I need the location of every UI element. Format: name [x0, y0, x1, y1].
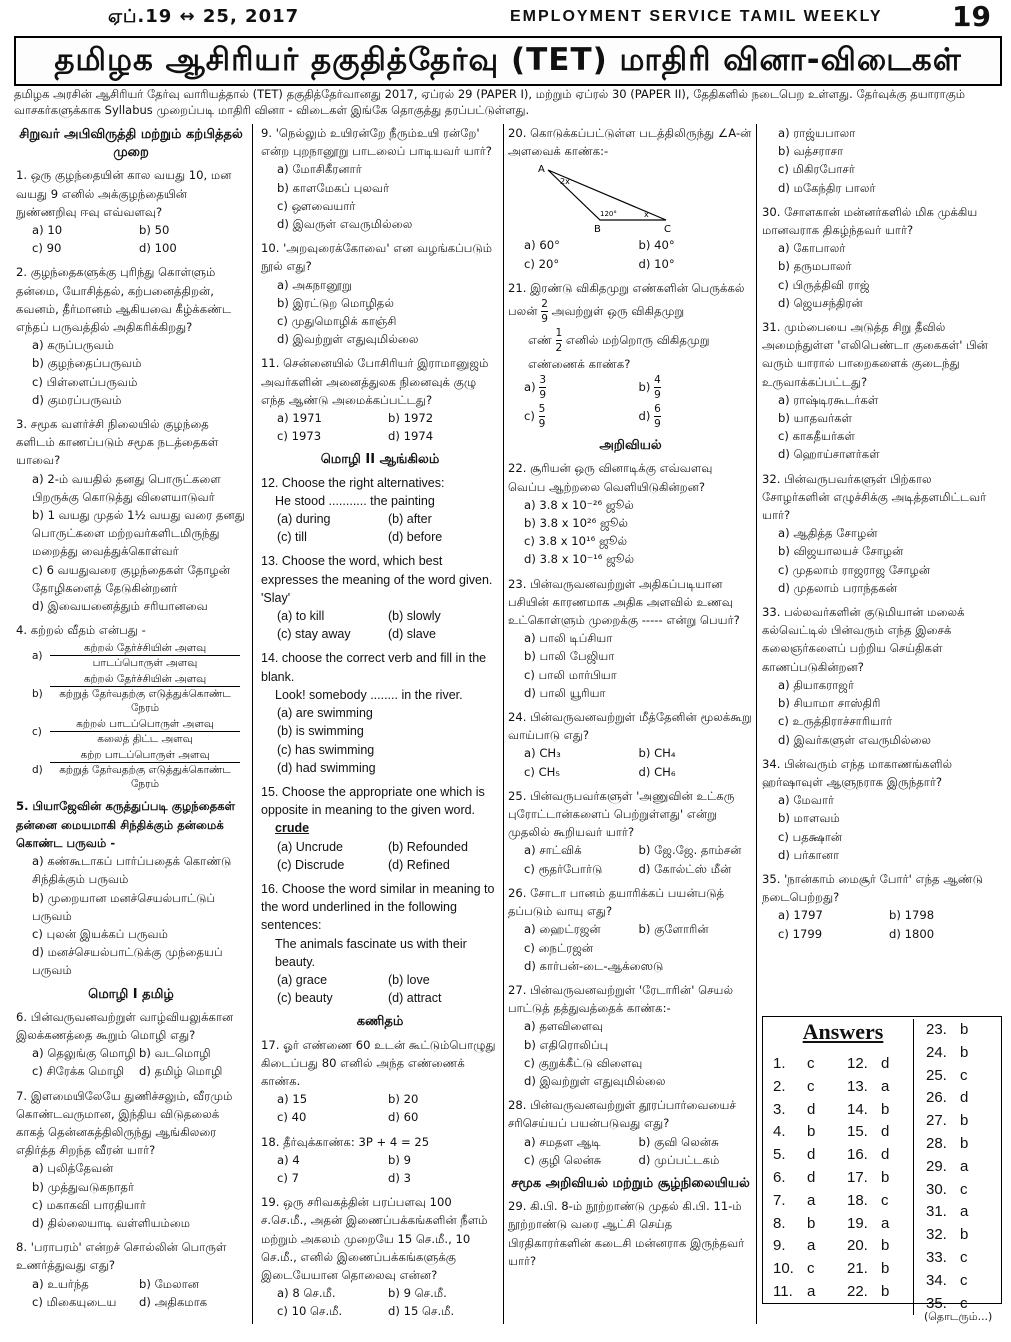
answer-row [926, 1201, 1011, 1224]
answer-row [773, 1099, 921, 1122]
answer-row [773, 1144, 921, 1167]
question-30: 30. சோளகான் மன்னர்களில் மிக முக்கிய மானவராக திகழ்ந்தவர் யார்? a) கோபாலர் b) தருமபாலர் c) பிருத்திவி ராஜ் d) ஜெயசந்திரன் [762, 204, 978, 310]
question-13: 13. Choose the word, which best expresses the meaning of the word given. 'Slay' (a) to kill (b) slowly (c) stay away (d) slave [261, 554, 493, 642]
column-4 [762, 124, 1000, 949]
answer-row [926, 1110, 1011, 1133]
answer-value: b [960, 1226, 969, 1244]
answer-value: d [807, 1168, 816, 1186]
answer-row [926, 1224, 1011, 1247]
answer-value: d [960, 1089, 969, 1107]
answer-row [773, 1076, 921, 1099]
question-20: 20. கொடுக்கப்பட்டுள்ள படத்திலிருந்து ∠A-ன் அளவைக் காண்க:- A B C 2x 120° x a) 60° b) 40° c) 20° d) 10° [508, 126, 752, 271]
answer-number: 24. [926, 1043, 947, 1061]
answer-row [926, 1042, 1011, 1065]
answer-value: b [807, 1123, 816, 1141]
column-2 [261, 124, 499, 1327]
question-12: 12. Choose the right alternatives: He stood ........... the painting (a) during (b) after (c) till (d) before [261, 475, 445, 545]
svg-text:x: x [644, 210, 649, 220]
page-number: 19 [952, 0, 991, 33]
answer-number: 22. [847, 1282, 868, 1300]
question-18: 18. தீர்வுக்காண்க: 3P + 4 = 25 a) 4 b) 9 c) 7 d) 3 [261, 1134, 430, 1185]
continued-note: (தொடரும்...) [924, 1310, 993, 1323]
column-divider [756, 124, 757, 1324]
answer-value: a [807, 1282, 816, 1300]
question-24: 24. பின்வருவனவற்றுள் மீத்தேனின் மூலக்கூறு வாய்பாடு எது? a) CH₃ b) CH₄ c) CH₅ d) CH₆ [508, 710, 752, 779]
answer-value: d [807, 1100, 816, 1118]
answer-value: b [960, 1043, 969, 1061]
answer-row [926, 1156, 1011, 1179]
newspaper-name: EMPLOYMENT SERVICE TAMIL WEEKLY [510, 8, 883, 25]
answer-value: a [807, 1237, 816, 1255]
answer-number: 20. [847, 1237, 868, 1255]
answer-number: 17. [847, 1168, 868, 1186]
answer-value: a [807, 1191, 816, 1209]
question-29: 29. கி.பி. 8-ம் நூற்றாண்டு முதல் கி.பி. 11-ம் நூற்றாண்டு வரை ஆட்சி செய்த பிரதிகாரர்களின் கடைசி மன்னராக இருந்தவர் யார்? [508, 1199, 745, 1268]
page-title: தமிழக ஆசிரியர் தகுதித்தேர்வு (TET) மாதிரி வினா-விடைகள் [14, 36, 1002, 86]
section-heading: அறிவியல் [599, 438, 662, 454]
answer-number: 33. [926, 1248, 947, 1266]
question-33: 33. பல்லவர்களின் குடுமியான் மலைக் கல்வெட்டில் பின்வரும் எந்த இசைக் கலைஞர்களைப் பற்றிய செய்திகள் காணப்படுகின்றன? a) தியாகராஜர் b) சியாமா சாஸ்திரி c) உருத்திராச்சாரியார் d) இவர்களுள் எவருமில்லை [762, 605, 965, 747]
answer-number: 4. [773, 1123, 786, 1141]
question-21: 21. இரண்டு விகிதமுறு எண்களின் பெருக்கல் பலன் $\frac{2}{9}$ அவற்றுள் ஒரு விகிதமுறு எண் $\frac{1}{2}$ எனில் மற்றொரு விகிதமுறு எண்ணைக் காண்க? a) $\frac{3}{9}$ b) $\frac{4}{9}$ c) $\frac{5}{9}$ d) $\frac{6}{9}$ [508, 280, 745, 431]
answer-number: 15. [847, 1123, 868, 1141]
answer-value: b [881, 1282, 890, 1300]
question-5: 5. பியாஜேவின் கருத்துப்படி குழந்தைகள் தன்னை மையமாகி சிந்திக்கும் தன்மைக் கொண்ட பருவம் - a) கண்கூடாகப் பார்ப்பதைக் கொண்டு சிந்திக்கும் பருவம் b) முறையான மனச்செயல்பாட்டுப் பருவம் c) புலன் இயக்கப் பருவம் d) மனச்செயல்பாட்டுக்கு முந்தையப் பருவம் [16, 799, 236, 978]
answer-number: 26. [926, 1089, 947, 1107]
answer-number: 25. [926, 1066, 947, 1084]
answer-number: 30. [926, 1180, 947, 1198]
answer-row [773, 1167, 921, 1190]
answer-number: 19. [847, 1214, 868, 1232]
answer-value: c [881, 1191, 889, 1209]
answer-value: c [960, 1180, 968, 1198]
answer-number: 32. [926, 1226, 947, 1244]
answer-value: c [960, 1271, 968, 1289]
answer-value: b [881, 1237, 890, 1255]
answers-column-3 [913, 1019, 1011, 1315]
svg-text:120°: 120° [600, 210, 617, 219]
answer-value: c [807, 1260, 815, 1278]
question-26: 26. சோடா பானம் தயாரிக்கப் பயன்படுத் தப்படும் வாயு எது? a) ஹைட்ரஜன் b) குளோரின் c) நைட்ரஜன் d) கார்பன்-டை-ஆக்ஸைடு [508, 885, 725, 973]
question-9: 9. 'நெல்லும் உயிரன்றே நீரும்உயி ரன்றே' என்ற புறநானூறு பாடலைப் பாடியவர் யார்? a) மோசிகீரனார் b) காளமேகப் புலவர் c) ஔவையார் d) இவருள் எவருமில்லை [261, 126, 492, 232]
question-3: 3. சமூக வளர்ச்சி நிலையில் குழந்தை களிடம் காணப்படும் சமூக நடத்தைகள் யாவை? a) 2-ம் வயதில் தனது பொருட்களை பிறருக்கு கொடுத்து விளையாடுவர் b) 1 வயது முதல் 1½ வயது வரை தனது பொருட்களை மற்றவர்களிடமிருந்து மறைத்து வைத்துக்கொள்வர் c) 6 வயதுவரை குழந்தைகள் தோழன் தோழிகளைத் தேடுகின்றனர் d) இவையனைத்தும் சரியானவை [16, 417, 245, 614]
answer-value: d [881, 1123, 890, 1141]
question-22: 22. சூரியன் ஒரு வினாடிக்கு எவ்வளவு வெப்ப ஆற்றலை வெளியிடுகின்றன? a) 3.8 x 10⁻²⁶ ஜூல் b) 3.8 x 10²⁶ ஜூல் c) 3.8 x 10¹⁶ ஜூல் d) 3.8 x 10⁻¹⁶ ஜூல் [508, 461, 713, 567]
question-6: 6. பின்வருவனவற்றுள் வாழ்வியலுக்கான இலக்கணத்தை கூறும் மொழி எது? a) தெலுங்கு மொழி b) வடமொழி c) சிரேக்க மொழி d) தமிழ் மொழி [16, 1009, 234, 1079]
answer-row [773, 1281, 921, 1304]
answer-value: b [960, 1112, 969, 1130]
question-19: 19. ஒரு சரிவகத்தின் பரப்பளவு 100 ச.செ.மீ., அதன் இணைப்பக்கங்களின் நீளம் மற்றும் அகலம் முறையே 15 செ.மீ., 10 செ.மீ., எனில் இணைப்பக்கங்களுக்கு இடையேயான தொலைவு என்ன? a) 8 செ.மீ. b) 9 செ.மீ. c) 10 செ.மீ. d) 15 செ.மீ. [261, 1195, 488, 1319]
question-23: 23. பின்வருவனவற்றுள் அதிகப்படியான பசியின் காரணமாக அதிக அளவில் உணவு உட்கொள்ளும் முறைக்கு ----- என்று பெயர்? a) பாலி டிப்சியா b) பாலி பேஜியா c) பாலி மார்பியா d) பாலி யூரியா [508, 576, 740, 700]
section-heading: மொழி II ஆங்கிலம் [320, 452, 440, 468]
question-27: 27. பின்வருவனவற்றுள் 'ரேடாரின்' செயல் பாட்டுத் தத்துவத்தைக் காண்க:- a) தளவிளைவு b) எதிரொலிப்பு c) குறுக்கீட்டு விளைவு d) இவற்றுள் எதுவுமில்லை [508, 982, 734, 1088]
answer-number: 13. [847, 1077, 868, 1095]
question-11: 11. சென்னையில் போசிரியர் இராமானுஜம் அவர்களின் அனைத்துலக நினைவுக் குழு எந்த ஆண்டு அமைக்கப்பட்டது? a) 1971 b) 1972 c) 1973 d) 1974 [261, 356, 489, 444]
answer-row [926, 1087, 1011, 1110]
answer-number: 7. [773, 1191, 786, 1209]
answer-value: d [807, 1146, 816, 1164]
answer-row [773, 1258, 921, 1281]
section-heading: சிறுவர் அபிவிருத்தி மற்றும் கற்பித்தல் முறை [19, 127, 243, 161]
question-15: 15. Choose the appropriate one which is opposite in meaning to the given word. crude (a) Uncrude (b) Refounded (c) Discrude (d) Refined [261, 784, 485, 872]
answer-number: 14. [847, 1100, 868, 1118]
svg-text:C: C [664, 224, 671, 235]
answer-number: 11. [773, 1282, 793, 1300]
answer-number: 28. [926, 1134, 947, 1152]
answer-number: 27. [926, 1112, 947, 1130]
question-2: 2. குழந்தைகளுக்கு புரிந்து கொள்ளும் தன்மை, யோசித்தல், கற்பனைத்திறன், கவனம், தீர்மானம் ஆகியவை கீழ்க்கண்ட எந்தப் பருவத்தில் அதிகரிக்கிறது? a) கருப்பருவம் b) குழந்தைப்பருவம் c) பிள்ளைப்பருவம் d) குமரப்பருவம் [16, 265, 232, 407]
answer-row [773, 1190, 921, 1213]
answer-number: 23. [926, 1021, 947, 1038]
answer-number: 1. [773, 1055, 786, 1072]
column-divider [252, 124, 253, 1324]
answer-value: c [960, 1294, 968, 1312]
question-16: 16. Choose the word similar in meaning to the word underlined in the following sentences: The animals fascinate us with their beauty. (a) grace (b) love (c) beauty (d) attract [261, 881, 495, 1006]
column-1 [16, 124, 246, 1317]
answer-value: b [881, 1100, 890, 1118]
answer-number: 2. [773, 1077, 786, 1095]
answer-value: b [881, 1168, 890, 1186]
answer-value: c [807, 1055, 815, 1072]
answer-number: 31. [926, 1203, 947, 1221]
answer-number: 5. [773, 1146, 786, 1164]
answer-number: 10. [773, 1260, 794, 1278]
answer-value: b [960, 1134, 969, 1152]
question-7: 7. இளமையிலேயே துணிச்சலும், வீரமும் கொண்டவருமான, இந்திய விடுதலைக் காகத் தென்னகத்திலிருந்து ஆங்கிலரை எதிர்த்த சிறந்த வீரன் யார்? a) புலித்தேவன் b) முத்துவடுகநாதர் c) மகாகவி பாரதியார் d) தில்லையாடி வள்ளியம்மை [16, 1088, 233, 1230]
answer-value: a [960, 1203, 969, 1221]
question-1: 1. ஒரு குழந்தையின் கால வயது 10, மன வயது 9 எனில் அக்குழந்தையின் நுண்ணறிவு ஈவு எவ்வளவு? a) 10 b) 50 c) 90 d) 100 [16, 168, 232, 256]
answer-row [926, 1133, 1011, 1156]
answer-number: 8. [773, 1214, 786, 1232]
answer-row [926, 1019, 1011, 1042]
answer-number: 9. [773, 1237, 786, 1255]
section-heading: சமூக அறிவியல் மற்றும் சூழ்நிலையியல் [511, 1175, 750, 1191]
question-4: 4. கற்றல் வீதம் என்பது - a) $\frac{\text{கற்றல் தேர்ச்சியின் அளவு}}{\text{பாடப்பொருள் அளவு}}$ b) $\frac{\text{கற்றல் தேர்ச்சியின் அளவு}}{\text{கற்றுத் தேர்வதற்கு எடுத்துக்கொண்ட நேரம்}}$ c) $\frac{\text{கற்றல் பாடப்பொருள் அளவு}}{\text{கலைத் திட்ட அளவு}}$ d) $\frac{\text{கற்ற பாடப்பொருள் அளவு}}{\text{கற்றுத் தேர்வதற்கு எடுத்துக்கொண்ட நேரம்}}$ [16, 621, 246, 791]
question-17: 17. ஓர் எண்ணை 60 உடன் கூட்டும்பொழுது கிடைப்பது 80 எனில் அந்த எண்ணைக் காண்க. a) 15 b) 20 c) 40 d) 60 [261, 1037, 496, 1125]
answer-value: b [881, 1260, 890, 1278]
svg-text:A: A [538, 164, 545, 176]
svg-text:B: B [594, 224, 601, 235]
answer-number: 34. [926, 1271, 947, 1289]
intro-paragraph: தமிழக அரசின் ஆசிரியர் தேர்வு வாரியத்தால் (TET) தகுதித்தேர்வானது 2017, ஏப்ரல் 29 (PAPER I), மற்றும் ஏப்ரல் 30 (PAPER II), தேதிகளில் நடைபெற உள்ளது. தேர்வுக்கு தயாராகும் வாசகர்களுக்காக Syllabus முறைப்படி மாதிரி வினா - விடைகள் இங்கே தொகுத்து தரப்பட்டுள்ளது. [14, 87, 965, 117]
answer-row [926, 1270, 1011, 1293]
column-3 [508, 124, 753, 1276]
answers-title: Answers [802, 1019, 884, 1044]
answer-value: d [881, 1146, 890, 1164]
answer-value: b [807, 1214, 816, 1232]
answer-row [773, 1121, 921, 1144]
question-28: 28. பின்வருவனவற்றுள் தூரப்பார்வையைச் சரிசெய்யப் பயன்படுவது எது? a) சமதள ஆடி b) குவி லென்சு c) குழி லென்சு d) முப்பட்டகம் [508, 1098, 736, 1167]
answer-value: c [960, 1248, 968, 1266]
answer-number: 35. [926, 1294, 947, 1312]
answer-number: 29. [926, 1157, 947, 1175]
question-29-options: a) ராஜ்யபாலா b) வத்சராசா c) மிகிரபோசர் d) மகேந்திர பாலர் [778, 126, 876, 195]
answer-number: 16. [847, 1146, 868, 1164]
column-divider [503, 124, 504, 1324]
answer-value: a [881, 1214, 890, 1232]
answer-number: 21. [847, 1260, 868, 1278]
answer-number: 3. [773, 1100, 786, 1118]
answer-row [773, 1053, 921, 1076]
answer-number: 18. [847, 1191, 868, 1209]
answer-value: b [960, 1021, 969, 1038]
answer-number: 6. [773, 1168, 786, 1186]
answer-row [926, 1179, 1011, 1202]
triangle-figure [508, 162, 678, 234]
issue-date: ஏப்.19 ↔ 25, 2017 [108, 6, 300, 27]
question-31: 31. மும்பையை அடுத்த சிறு தீவில் அமைந்துள்ள 'எலிபெண்டா குகைகள்' பின் வரும் யாரால் பாறைகளைக் குடைந்து உருவாக்கப்பட்டது? a) ராஷ்டிரகூடர்கள் b) யாதவர்கள் c) காகதீயர்கள் d) ஹொய்சாளர்கள் [762, 320, 988, 462]
answer-row [773, 1235, 921, 1258]
page-header [0, 0, 1011, 36]
answer-value: a [881, 1077, 890, 1095]
answer-row [926, 1065, 1011, 1088]
answer-row [926, 1247, 1011, 1270]
question-14: 14. choose the correct verb and fill in the blank. Look! somebody ........ in the river. (a) are swimming (b) is swimming (c) has swimming (d) had swimming [261, 651, 487, 775]
answer-row [773, 1213, 921, 1236]
answers-box [762, 1016, 1002, 1312]
section-heading: மொழி I தமிழ் [88, 986, 174, 1002]
question-10: 10. 'அறவுரைக்கோவை' என வழங்கப்படும் நூல் எது? a) அகநானூறு b) இரட்டுற மொழிதல் c) முதுமொழிக் காஞ்சி d) இவற்றுள் எதுவுமில்லை [261, 241, 493, 347]
question-32: 32. பின்வருபவர்களுள் பிற்கால சோழர்களின் எழுச்சிக்கு அடித்தளமிட்டவர் யார்? a) ஆதித்த சோழன் b) விஜயாலயச் சோழன் c) முதலாம் ராஜராஜ சோழன் d) முதலாம் பராந்தகன் [762, 471, 987, 595]
answer-value: d [881, 1055, 890, 1072]
answers-grid [773, 1053, 921, 1304]
answer-value: c [960, 1066, 968, 1084]
question-34: 34. பின்வரும் எந்த மாகாணங்களில் ஹர்ஷாவுள் ஆளுநராக இருந்தார்? a) மேவார் b) மாளவம் c) பதக்ஷான் d) பர்கானா [762, 756, 953, 862]
question-35: 35. 'நான்காம் மைசூர் போர்' எந்த ஆண்டு நடைபெற்றது? a) 1797 b) 1798 c) 1799 d) 1800 [762, 871, 984, 941]
answer-number: 12. [847, 1055, 868, 1072]
svg-text:2x: 2x [560, 177, 570, 187]
question-25: 25. பின்வருபவர்களுள் 'அணுவின் உட்கரு புரோட்டான்களைப் பெற்றுள்ளது' என்று முதலில் கூறியவர் யார்? a) சாட்விக் b) ஜே.ஜே. தாம்சன் c) ரூதர்போர்டு d) கோல்ட்ஸ் மீன் [508, 788, 742, 876]
answer-value: c [807, 1077, 815, 1095]
question-8: 8. 'பராபரம்' என்றச் சொல்லின் பொருள் உணர்த்துவது எது? a) உயர்ந்த b) மேலான c) மிகையுடைய d) அதிகமாக [16, 1240, 227, 1309]
section-heading: கணிதம் [356, 1014, 404, 1030]
answer-value: a [960, 1157, 969, 1175]
